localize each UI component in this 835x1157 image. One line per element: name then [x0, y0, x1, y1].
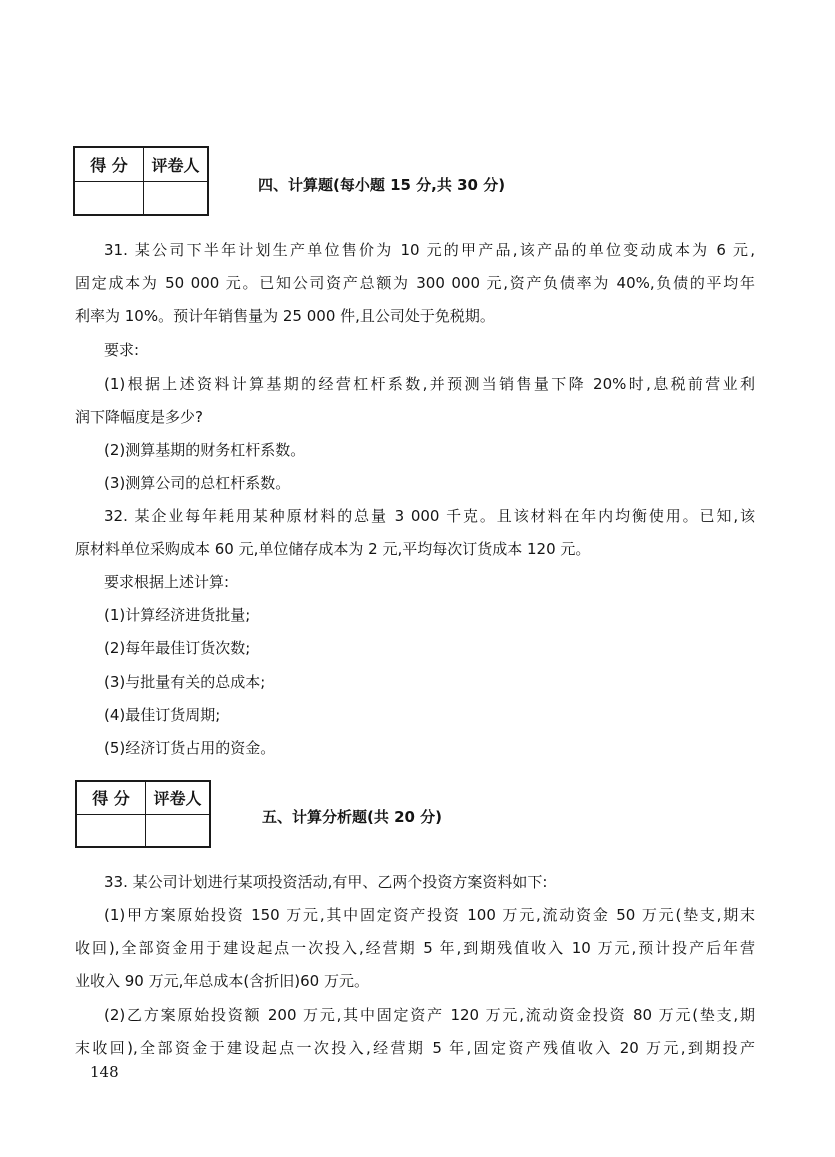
q32-item-2: (2)每年最佳订货次数;	[104, 639, 251, 657]
q32-item-1: (1)计算经济进货批量;	[104, 606, 251, 624]
q32-item-4: (4)最佳订货周期;	[104, 706, 221, 724]
q31-item-1-line-1: (1)根据上述资料计算基期的经营杠杆系数,并预测当销售量下降 20%时,息税前营业利	[104, 375, 755, 393]
q33-item-2-line-2: 末收回),全部资金于建设起点一次投入,经营期 5 年,固定资产残值收入 20 万元,到期投产	[75, 1039, 755, 1057]
score-table-section-5	[75, 780, 211, 848]
q33-item-1-line-3: 业收入 90 万元,年总成本(含折旧)60 万元。	[75, 972, 369, 990]
reviewer-label: 评卷人	[144, 147, 209, 181]
score-cell[interactable]	[76, 814, 146, 847]
q31-line-1: 31. 某公司下半年计划生产单位售价为 10 元的甲产品,该产品的单位变动成本为 6 元,	[104, 241, 755, 259]
section-4-title: 四、计算题(每小题 15 分,共 30 分)	[258, 176, 506, 194]
score-label: 得 分	[76, 781, 146, 814]
q31-item-2: (2)测算基期的财务杠杆系数。	[104, 441, 306, 459]
q31-requirement: 要求:	[104, 341, 140, 359]
q32-item-3: (3)与批量有关的总成本;	[104, 673, 266, 691]
q32-item-5: (5)经济订货占用的资金。	[104, 739, 276, 757]
q33-item-1-line-1: (1)甲方案原始投资 150 万元,其中固定资产投资 100 万元,流动资金 50 万元(垫支,期末	[104, 906, 755, 924]
q33-item-2-line-1: (2)乙方案原始投资额 200 万元,其中固定资产 120 万元,流动资金投资 80 万元(垫支,期	[104, 1006, 755, 1024]
q33-line-1: 33. 某公司计划进行某项投资活动,有甲、乙两个投资方案资料如下:	[104, 873, 548, 891]
q31-item-3: (3)测算公司的总杠杆系数。	[104, 474, 291, 492]
section-5-title: 五、计算分析题(共 20 分)	[262, 808, 443, 826]
q31-item-1-line-2: 润下降幅度是多少?	[75, 408, 203, 426]
score-table-section-4	[73, 146, 209, 216]
q33-item-1-line-2: 收回),全部资金用于建设起点一次投入,经营期 5 年,到期残值收入 10 万元,预计投产后年营	[75, 939, 755, 957]
page-number: 148	[90, 1063, 119, 1081]
reviewer-label: 评卷人	[146, 781, 211, 814]
score-label: 得 分	[74, 147, 144, 181]
q31-line-2: 固定成本为 50 000 元。已知公司资产总额为 300 000 元,资产负债率为 40%,负债的平均年	[75, 274, 755, 292]
reviewer-cell[interactable]	[144, 181, 209, 215]
q32-line-2: 原材料单位采购成本 60 元,单位储存成本为 2 元,平均每次订货成本 120 元。	[75, 540, 591, 558]
reviewer-cell[interactable]	[146, 814, 211, 847]
score-cell[interactable]	[74, 181, 144, 215]
q31-line-3: 利率为 10%。预计年销售量为 25 000 件,且公司处于免税期。	[75, 307, 495, 325]
q32-requirement: 要求根据上述计算:	[104, 573, 230, 591]
q32-line-1: 32. 某企业每年耗用某种原材料的总量 3 000 千克。且该材料在年内均衡使用。已知,该	[104, 507, 755, 525]
